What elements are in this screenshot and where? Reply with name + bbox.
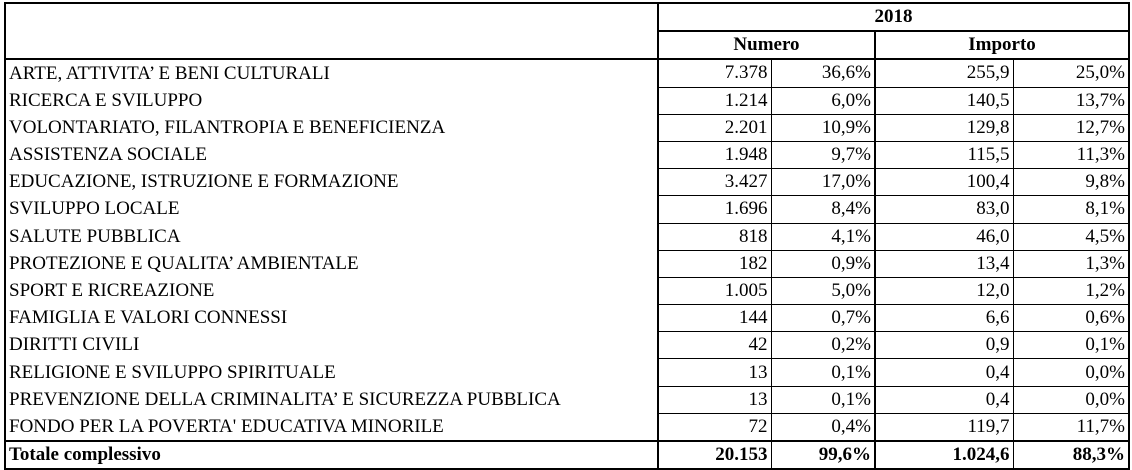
table-row bbox=[5, 305, 1129, 332]
header-row-year bbox=[5, 3, 1129, 31]
importo-value: 0,9 bbox=[875, 332, 1013, 359]
importo-pct-value: 13,7% bbox=[1013, 87, 1129, 114]
row-label: SPORT E RICREAZIONE bbox=[5, 277, 658, 304]
row-label: SALUTE PUBBLICA bbox=[5, 223, 658, 250]
numero-pct-value: 0,1% bbox=[771, 386, 875, 413]
numero-pct-value: 8,4% bbox=[771, 196, 875, 223]
importo-pct-value: 25,0% bbox=[1013, 59, 1129, 87]
importo-value: 13,4 bbox=[875, 250, 1013, 277]
importo-pct-value: 0,6% bbox=[1013, 305, 1129, 332]
importo-header: Importo bbox=[875, 31, 1129, 59]
table-row bbox=[5, 277, 1129, 304]
row-label: PROTEZIONE E QUALITA’ AMBIENTALE bbox=[5, 250, 658, 277]
row-label: RICERCA E SVILUPPO bbox=[5, 87, 658, 114]
row-label: EDUCAZIONE, ISTRUZIONE E FORMAZIONE bbox=[5, 169, 658, 196]
importo-pct-value: 1,3% bbox=[1013, 250, 1129, 277]
row-label: SVILUPPO LOCALE bbox=[5, 196, 658, 223]
numero-pct-value: 17,0% bbox=[771, 169, 875, 196]
importo-pct-value: 8,1% bbox=[1013, 196, 1129, 223]
importo-value: 0,4 bbox=[875, 386, 1013, 413]
row-label: FONDO PER LA POVERTA' EDUCATIVA MINORILE bbox=[5, 413, 658, 441]
importo-value: 46,0 bbox=[875, 223, 1013, 250]
numero-value: 13 bbox=[658, 359, 771, 386]
table-row bbox=[5, 196, 1129, 223]
numero-value: 1.696 bbox=[658, 196, 771, 223]
importo-pct-value: 0,1% bbox=[1013, 332, 1129, 359]
numero-value: 1.005 bbox=[658, 277, 771, 304]
numero-pct-value: 0,9% bbox=[771, 250, 875, 277]
total-row bbox=[5, 441, 1129, 469]
header-blank-cell bbox=[5, 3, 658, 59]
numero-value: 7.378 bbox=[658, 59, 771, 87]
importo-value: 129,8 bbox=[875, 114, 1013, 141]
importo-value: 83,0 bbox=[875, 196, 1013, 223]
numero-pct-value: 9,7% bbox=[771, 141, 875, 168]
table-row bbox=[5, 359, 1129, 386]
table-row bbox=[5, 250, 1129, 277]
total-importo-pct: 88,3% bbox=[1013, 441, 1129, 469]
numero-pct-value: 36,6% bbox=[771, 59, 875, 87]
numero-value: 72 bbox=[658, 413, 771, 441]
numero-value: 2.201 bbox=[658, 114, 771, 141]
numero-pct-value: 0,7% bbox=[771, 305, 875, 332]
table-row bbox=[5, 332, 1129, 359]
importo-pct-value: 0,0% bbox=[1013, 359, 1129, 386]
numero-value: 1.214 bbox=[658, 87, 771, 114]
table-row bbox=[5, 59, 1129, 87]
row-label: FAMIGLIA E VALORI CONNESSI bbox=[5, 305, 658, 332]
total-numero: 20.153 bbox=[658, 441, 771, 469]
numero-value: 818 bbox=[658, 223, 771, 250]
table-row bbox=[5, 141, 1129, 168]
importo-pct-value: 11,3% bbox=[1013, 141, 1129, 168]
importo-value: 6,6 bbox=[875, 305, 1013, 332]
importo-value: 100,4 bbox=[875, 169, 1013, 196]
importo-pct-value: 12,7% bbox=[1013, 114, 1129, 141]
table-row bbox=[5, 114, 1129, 141]
numero-pct-value: 4,1% bbox=[771, 223, 875, 250]
row-label: VOLONTARIATO, FILANTROPIA E BENEFICIENZA bbox=[5, 114, 658, 141]
importo-value: 119,7 bbox=[875, 413, 1013, 441]
importo-value: 12,0 bbox=[875, 277, 1013, 304]
total-label: Totale complessivo bbox=[5, 441, 658, 469]
table-row bbox=[5, 223, 1129, 250]
numero-value: 13 bbox=[658, 386, 771, 413]
year-header: 2018 bbox=[658, 3, 1129, 31]
table-row bbox=[5, 386, 1129, 413]
numero-value: 3.427 bbox=[658, 169, 771, 196]
numero-value: 42 bbox=[658, 332, 771, 359]
row-label: DIRITTI CIVILI bbox=[5, 332, 658, 359]
importo-value: 115,5 bbox=[875, 141, 1013, 168]
numero-value: 144 bbox=[658, 305, 771, 332]
row-label: ARTE, ATTIVITA’ E BENI CULTURALI bbox=[5, 59, 658, 87]
importo-pct-value: 11,7% bbox=[1013, 413, 1129, 441]
table-row bbox=[5, 413, 1129, 441]
numero-pct-value: 0,1% bbox=[771, 359, 875, 386]
numero-header: Numero bbox=[658, 31, 875, 59]
importo-value: 0,4 bbox=[875, 359, 1013, 386]
importo-pct-value: 1,2% bbox=[1013, 277, 1129, 304]
total-numero-pct: 99,6% bbox=[771, 441, 875, 469]
total-importo: 1.024,6 bbox=[875, 441, 1013, 469]
row-label: PREVENZIONE DELLA CRIMINALITA’ E SICUREZZA PUBBLICA bbox=[5, 386, 658, 413]
importo-value: 255,9 bbox=[875, 59, 1013, 87]
sector-table bbox=[4, 2, 1130, 470]
numero-value: 182 bbox=[658, 250, 771, 277]
importo-pct-value: 0,0% bbox=[1013, 386, 1129, 413]
numero-value: 1.948 bbox=[658, 141, 771, 168]
numero-pct-value: 6,0% bbox=[771, 87, 875, 114]
table-row bbox=[5, 169, 1129, 196]
importo-value: 140,5 bbox=[875, 87, 1013, 114]
table-row bbox=[5, 87, 1129, 114]
numero-pct-value: 5,0% bbox=[771, 277, 875, 304]
importo-pct-value: 9,8% bbox=[1013, 169, 1129, 196]
row-label: ASSISTENZA SOCIALE bbox=[5, 141, 658, 168]
numero-pct-value: 0,4% bbox=[771, 413, 875, 441]
numero-pct-value: 10,9% bbox=[771, 114, 875, 141]
row-label: RELIGIONE E SVILUPPO SPIRITUALE bbox=[5, 359, 658, 386]
importo-pct-value: 4,5% bbox=[1013, 223, 1129, 250]
numero-pct-value: 0,2% bbox=[771, 332, 875, 359]
